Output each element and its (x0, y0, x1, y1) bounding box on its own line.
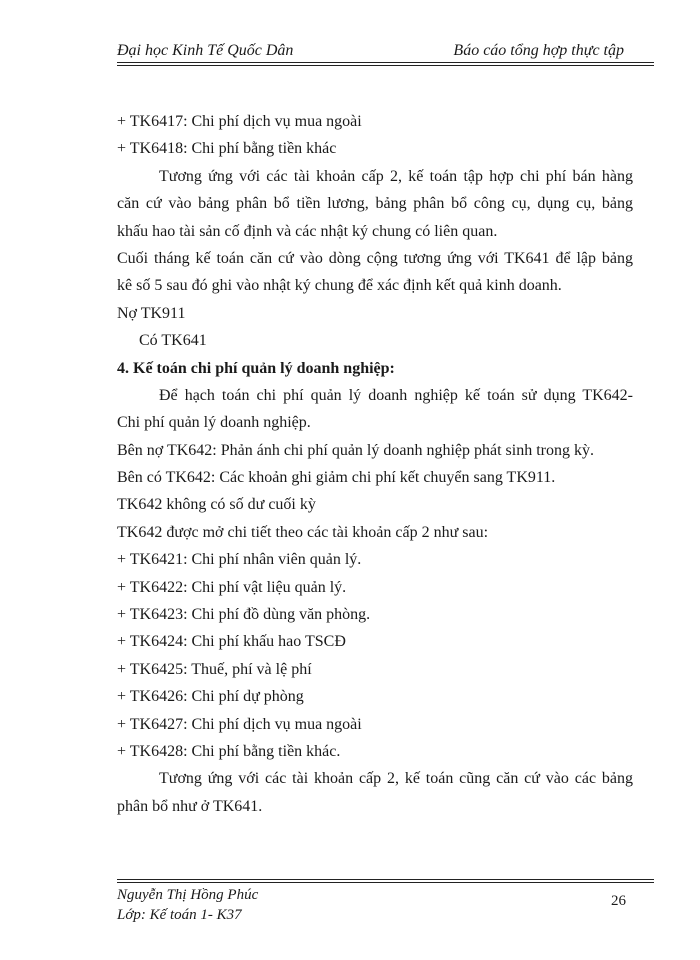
header-report-title: Báo cáo tổng hợp thực tập (453, 42, 624, 59)
body-line: Bên có TK642: Các khoản ghi giảm chi phí kết chuyển sang TK911. (117, 469, 556, 487)
body-line: + TK6422: Chi phí vật liệu quản lý. (117, 578, 347, 596)
footer-rule-top (117, 879, 654, 880)
body-line: + TK6425: Thuế, phí và lệ phí (117, 660, 312, 678)
body-line: + TK6423: Chi phí đồ dùng văn phòng. (117, 606, 371, 624)
body-line: kê số 5 sau đó ghi vào nhật ký chung để xác định kết quả kinh doanh. (117, 277, 562, 295)
body-line: + TK6428: Chi phí bằng tiền khác. (117, 742, 341, 760)
footer-rule-bottom (117, 882, 654, 883)
document-body (117, 108, 633, 820)
body-line: khấu hao tài sản cố định và các nhật ký chung có liên quan. (117, 222, 498, 240)
body-line: Bên nợ TK642: Phản ánh chi phí quản lý doanh nghiệp phát sinh trong kỳ. (117, 441, 594, 459)
body-line: + TK6421: Chi phí nhân viên quản lý. (117, 551, 362, 569)
body-line: Cuối tháng kế toán căn cứ vào dòng cộng tương ứng với TK641 để lập bảng (117, 249, 633, 267)
body-line: + TK6427: Chi phí dịch vụ mua ngoài (117, 715, 362, 733)
body-line: Nợ TK911 (117, 304, 186, 322)
body-line: + TK6418: Chi phí bằng tiền khác (117, 140, 337, 158)
footer-class: Lớp: Kế toán 1- K37 (117, 907, 242, 923)
body-line: phân bổ như ở TK641. (117, 797, 263, 815)
body-line: Tương ứng với các tài khoản cấp 2, kế toán cũng căn cứ vào các bảng (159, 770, 633, 788)
body-line: Có TK641 (139, 332, 207, 350)
footer-author: Nguyễn Thị Hồng Phúc (117, 887, 259, 903)
page-footer (117, 885, 654, 925)
body-line: TK642 được mở chi tiết theo các tài khoản cấp 2 như sau: (117, 523, 489, 541)
body-line: + TK6424: Chi phí khấu hao TSCĐ (117, 633, 346, 651)
header-university: Đại học Kinh Tế Quốc Dân (117, 42, 294, 59)
section-heading: 4. Kế toán chi phí quản lý doanh nghiệp: (117, 359, 395, 377)
body-line: căn cứ vào bảng phân bổ tiền lương, bảng phân bổ công cụ, dụng cụ, bảng (117, 195, 633, 213)
body-line: Để hạch toán chi phí quản lý doanh nghiệp kế toán sử dụng TK642- (159, 386, 633, 404)
body-line: + TK6417: Chi phí dịch vụ mua ngoài (117, 113, 362, 130)
header-rule-bottom (117, 65, 654, 66)
body-line: Tương ứng với các tài khoản cấp 2, kế toán tập hợp chi phí bán hàng (159, 167, 633, 185)
body-line: Chi phí quản lý doanh nghiệp. (117, 414, 311, 432)
page-header (117, 40, 654, 64)
body-line: + TK6426: Chi phí dự phòng (117, 688, 304, 706)
header-rule-top (117, 62, 654, 63)
page-number: 26 (611, 893, 626, 909)
body-line: TK642 không có số dư cuối kỳ (117, 496, 316, 514)
